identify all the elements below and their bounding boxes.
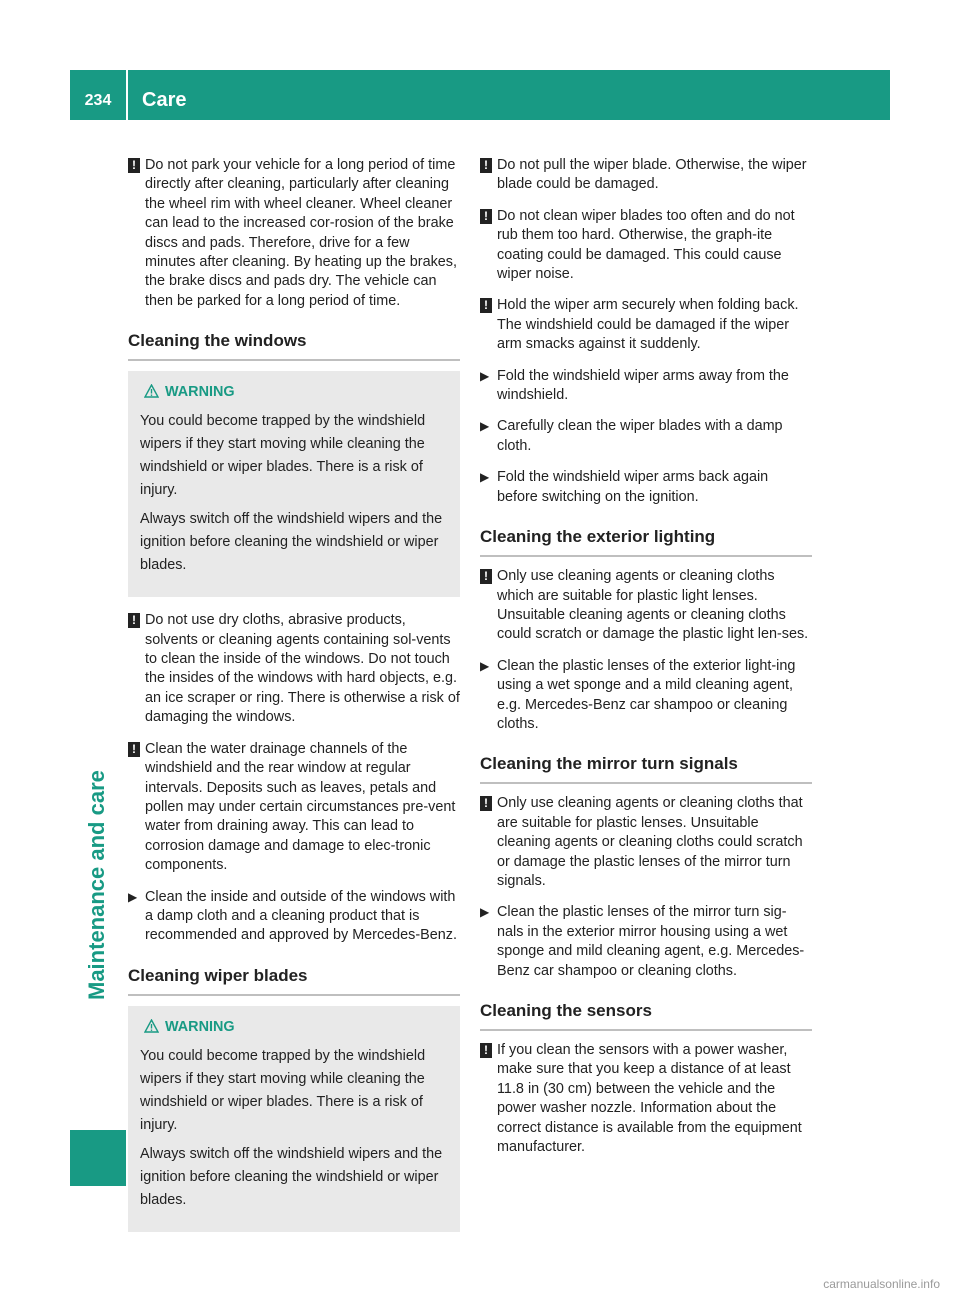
exclamation-icon: !: [128, 742, 140, 757]
section-divider: [480, 782, 812, 784]
notice-text: Only use cleaning agents or cleaning cloths which are suitable for plastic light lenses. Unsuitable cleaning agents or cleaning cloths could scratch or damage the plastic light len-ses.: [497, 568, 809, 643]
left-column: [128, 156, 460, 1246]
step-text: Clean the inside and outside of the windows with a damp cloth and a cleaning product that is recommended and approved by Mercedes-Benz.: [145, 888, 457, 944]
section-divider: [128, 994, 460, 996]
notice-paragraph: [128, 740, 460, 876]
step-text: Clean the plastic lenses of the mirror turn sig-nals in the exterior mirror housing using a wet sponge and mild cleaning agent, e.g. Mercedes-Benz car shampoo or cleaning cloths.: [497, 904, 805, 979]
notice-text: If you clean the sensors with a power washer, make sure that you keep a distance of at least 11.8 in (30 cm) between the vehicle and the power washer nozzle. Information about the correct distance is available from the equipment manufacturer.: [497, 1042, 802, 1156]
footer-watermark: carmanualsonline.info: [823, 1277, 940, 1291]
notice-paragraph: [128, 611, 460, 727]
step-text: Clean the plastic lenses of the exterior light-ing using a wet sponge and a mild cleaning agent, e.g. Mercedes-Benz car shampoo or cleaning cloths.: [497, 657, 796, 732]
step-text: Carefully clean the wiper blades with a damp cloth.: [497, 418, 783, 454]
notice-paragraph: [480, 1041, 812, 1157]
page-header: [70, 70, 890, 120]
instruction-step: [480, 367, 812, 406]
warning-triangle-icon: [144, 384, 159, 398]
page-number: 234: [84, 92, 112, 109]
instruction-step: [480, 417, 812, 456]
instruction-step: [480, 903, 812, 981]
header-separator: [126, 70, 128, 120]
exclamation-icon: !: [480, 1043, 492, 1058]
notice-paragraph: [128, 156, 460, 311]
notice-text: Do not park your vehicle for a long period of time directly after cleaning, particularly after cleaning the wheel rim with wheel cleaner. Wheel cleaner can lead to the increased cor-rosion of the brake discs and pads. Therefore, drive for a few minutes after cleaning. By heating up the brakes, the brake discs and pads dry. The vehicle can then be parked for a long period of time.: [145, 157, 457, 309]
right-column: [480, 156, 812, 1169]
warning-header: [140, 381, 448, 404]
section-title: Cleaning the mirror turn signals: [480, 754, 738, 774]
instruction-step: [128, 888, 460, 946]
warning-text: Always switch off the windshield wipers and the ignition before cleaning the windshield or wiper blades.: [140, 1145, 443, 1208]
instruction-step: [480, 657, 812, 735]
notice-paragraph: [480, 567, 812, 645]
warning-label: WARNING: [165, 1018, 235, 1035]
instruction-step: [480, 468, 812, 507]
exclamation-icon: !: [480, 796, 492, 811]
arrow-right-icon: ▶: [480, 419, 490, 434]
side-tab-marker: [70, 1130, 126, 1186]
exclamation-icon: !: [480, 298, 492, 313]
section-title: Cleaning the exterior lighting: [480, 527, 716, 547]
side-tab-label: Maintenance and care: [84, 770, 109, 1000]
notice-text: Only use cleaning agents or cleaning cloths that are suitable for plastic lenses. Unsuitable cleaning agents or cleaning cloths could scratch or damage the plastic lenses of the mirror turn signals.: [497, 795, 803, 889]
header-title: Care: [142, 89, 187, 111]
warning-box: [128, 1006, 460, 1232]
warning-box: [128, 371, 460, 597]
warning-triangle-icon: [144, 1019, 159, 1033]
section-title: Cleaning wiper blades: [128, 965, 308, 985]
warning-text: You could become trapped by the windshield wipers if they start moving while cleaning the windshield or wiper blades. There is a risk of injury.: [140, 413, 426, 499]
section-divider: [480, 1029, 812, 1031]
notice-text: Do not use dry cloths, abrasive products, solvents or cleaning agents containing sol-vents to clean the inside of the windows. Do not touch the insides of the windows with hard objects, e.g. an ice scraper or ring. There is otherwise a risk of damaging the windows.: [145, 612, 460, 726]
arrow-right-icon: ▶: [480, 470, 490, 485]
arrow-right-icon: ▶: [128, 889, 138, 904]
notice-paragraph: [480, 794, 812, 891]
section-title: Cleaning the sensors: [480, 1001, 652, 1020]
section-divider: [480, 555, 812, 557]
notice-paragraph: [480, 156, 812, 195]
warning-text: Always switch off the windshield wipers and the ignition before cleaning the windshield or wiper blades.: [140, 511, 443, 574]
warning-text: You could become trapped by the windshield wipers if they start moving while cleaning the windshield or wiper blades. There is a risk of injury.: [140, 1047, 426, 1133]
notice-text: Do not pull the wiper blade. Otherwise, the wiper blade could be damaged.: [497, 157, 807, 193]
arrow-right-icon: ▶: [480, 368, 490, 383]
notice-text: Clean the water drainage channels of the windshield and the rear window at regular intervals. Deposits such as leaves, petals and pollen may under certain circumstances pre-vent water from draining away. This can lead to corrosion damage and damage to elec-tronic components.: [145, 740, 456, 874]
warning-label: WARNING: [165, 384, 235, 401]
exclamation-icon: !: [128, 613, 140, 628]
step-text: Fold the windshield wiper arms back again before switching on the ignition.: [497, 469, 769, 505]
exclamation-icon: !: [480, 569, 492, 584]
arrow-right-icon: ▶: [480, 658, 490, 673]
section-divider: [128, 359, 460, 361]
warning-header: [140, 1016, 448, 1039]
notice-text: Do not clean wiper blades too often and do not rub them too hard. Otherwise, the graph-ite coating could be damaged. This could cause wiper noise.: [497, 207, 795, 283]
exclamation-icon: !: [128, 158, 140, 173]
exclamation-icon: !: [480, 158, 492, 173]
notice-text: Hold the wiper arm securely when folding back. The windshield could be damaged if the wiper arm smacks against it suddenly.: [497, 297, 799, 353]
section-title: Cleaning the windows: [128, 331, 307, 351]
notice-paragraph: [480, 207, 812, 285]
notice-paragraph: [480, 296, 812, 354]
exclamation-icon: !: [480, 209, 492, 224]
arrow-right-icon: ▶: [480, 905, 490, 920]
step-text: Fold the windshield wiper arms away from the windshield.: [497, 367, 789, 404]
